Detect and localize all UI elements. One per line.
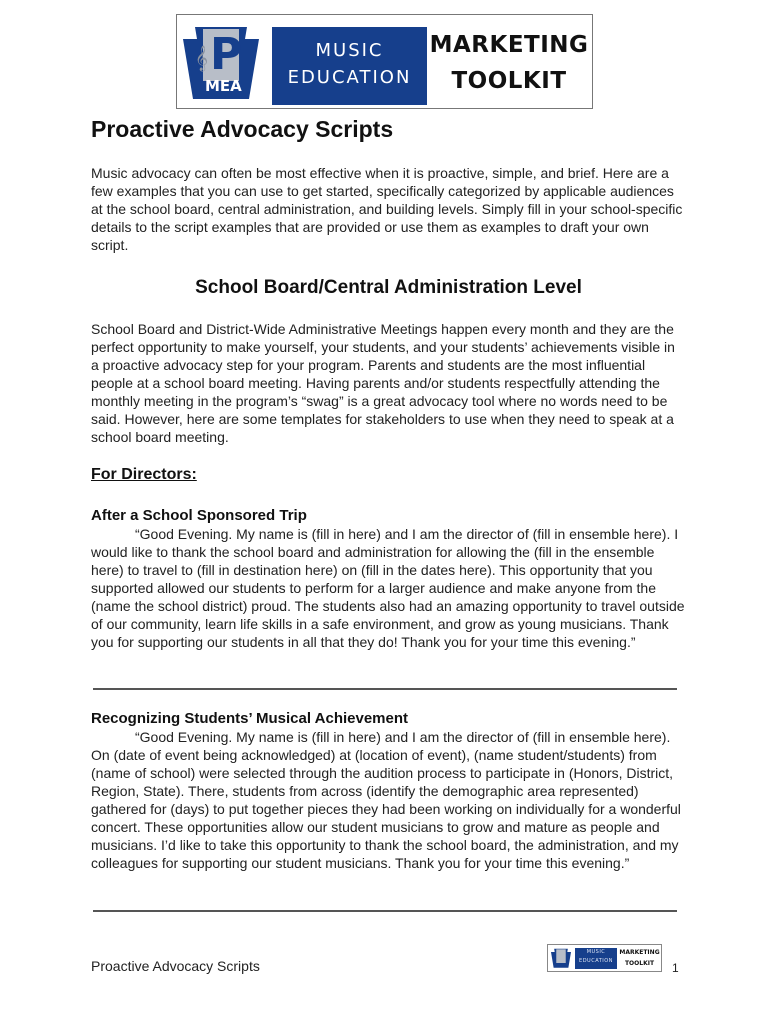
education-label: EDUCATION (287, 67, 412, 88)
pmea-keystone-mini-icon (551, 948, 571, 968)
footer-music-education-badge: MUSIC EDUCATION (575, 948, 617, 969)
footer-toolkit-text: TOOLKIT (624, 960, 655, 967)
footer-marketing-text: MARKETING (619, 949, 660, 956)
separator-line (93, 910, 677, 912)
toolkit-text: TOOLKIT (451, 68, 567, 94)
page-title: Proactive Advocacy Scripts (91, 116, 394, 142)
audience-heading: For Directors: (91, 466, 197, 483)
svg-text:𝄞: 𝄞 (195, 46, 209, 71)
footer-marketing-toolkit-label (617, 947, 662, 969)
page-number: 1 (672, 961, 679, 975)
script-heading-trip: After a School Sponsored Trip (91, 507, 307, 524)
marketing-text: MARKETING (429, 32, 589, 58)
marketing-toolkit-label (429, 27, 589, 99)
section-heading: School Board/Central Administration Level (195, 277, 582, 298)
intro-paragraph: Music advocacy can often be most effective when it is proactive, simple, and brief. Here are a few examples that you can use to get started, specifically categorized by applicable audiences at the school board, central administration, and building levels. Simply fill in your school-specific details to the script examples that are provided or use them as examples to draft your own script. (91, 165, 683, 253)
script-body-trip: “Good Evening. My name is (fill in here) and I am the director of (fill in ensemble here). I would like to thank the school board and administration for allowing the (fill in the ensemble here) to travel to (fill in destination here) on (fill in the dates here). This opportunity that you supported allowed our students to perform for a larger audience and make anyone from the (name the school district) proud. The students also had an amazing opportunity to travel outside of our community, learn life skills in a safe environment, and grow as young musicians. Thank you for supporting our students in all that they do! Thank you for your time this evening.” (91, 526, 685, 650)
music-label: MUSIC (315, 40, 384, 61)
footer-title: Proactive Advocacy Scripts (91, 958, 260, 974)
section-body-paragraph: School Board and District-Wide Administrative Meetings happen every month and they are the perfect opportunity to make yourself, your students, and your students’ achievements visible in a proactive advocacy step for your program. Parents and students are the most influential people at a school board meeting. Having parents and/or students respectfully attending the monthly meeting in the program’s “swag” is a great advocacy tool where no words need to be said. However, here are some templates for stakeholders to use when they need to speak at a school board meeting. (91, 321, 675, 445)
svg-text:MEA: MEA (205, 77, 242, 95)
script-heading-achievement: Recognizing Students’ Musical Achievement (91, 710, 409, 727)
script-body-achievement: “Good Evening. My name is (fill in here) and I am the director of (fill in ensemble here). On (date of event being acknowledged) at (location of event), (name student/students) from (name of school) were selected through the audition process to participate in (Honors, District, Region, State). There, students from across (identify the demographic area represented) gathered for (days) to put together pieces they had been working on individually for a wonderful concert. These opportunities allow our student musicians to grow and mature as people and musicians. I’d like to take this opportunity to thank the school board, the administration, and my colleagues for supporting our student musicians. Thank you for your time this evening.” (91, 729, 681, 871)
pmea-keystone-logo-icon (183, 25, 259, 99)
header-logo-banner (176, 14, 593, 109)
separator-line (93, 688, 677, 690)
svg-text:P: P (210, 29, 243, 80)
footer-logo-banner (547, 944, 662, 972)
music-education-badge (272, 27, 427, 105)
